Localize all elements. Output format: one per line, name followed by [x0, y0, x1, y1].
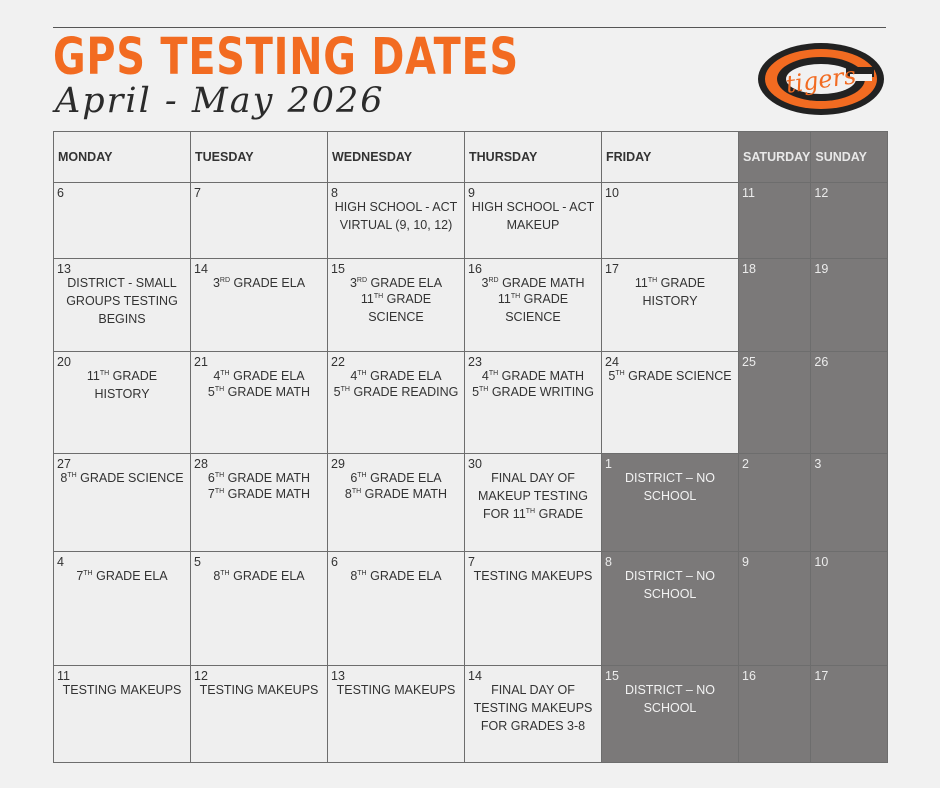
day-cell — [811, 259, 888, 352]
day-number: 28 — [194, 457, 208, 471]
day-cell — [602, 552, 739, 666]
ordinal-suffix: TH — [510, 292, 521, 300]
event-text: 11 — [634, 276, 648, 290]
test-event — [465, 681, 601, 735]
event-text: 4 — [350, 369, 358, 383]
day-number: 15 — [605, 669, 619, 683]
day-number: 7 — [468, 555, 475, 569]
day-number: 1 — [605, 457, 612, 471]
test-event — [328, 383, 464, 401]
event-text: GRADE MATH — [224, 471, 311, 485]
ordinal-suffix: RD — [356, 276, 368, 284]
test-event — [465, 198, 601, 234]
event-text: 5 — [333, 385, 341, 399]
day-number: 10 — [605, 186, 619, 200]
day-cell — [191, 666, 328, 763]
day-cell — [465, 183, 602, 259]
event-text: 7 — [207, 487, 215, 501]
day-number: 2 — [742, 457, 749, 471]
day-number: 13 — [57, 262, 71, 276]
day-cell — [328, 552, 465, 666]
day-cell — [811, 666, 888, 763]
ordinal-suffix: TH — [220, 569, 230, 577]
weekday-header-wednesday: WEDNESDAY — [328, 132, 465, 183]
test-event — [54, 681, 190, 699]
day-cell — [328, 454, 465, 552]
event-text: TESTING MAKEUPS — [62, 683, 182, 697]
test-event — [328, 485, 464, 503]
test-event — [191, 485, 327, 503]
day-cell — [191, 454, 328, 552]
day-number: 24 — [605, 355, 619, 369]
event-text: GRADE SCIENCE — [368, 292, 432, 324]
day-number: 14 — [468, 669, 482, 683]
ordinal-suffix: TH — [214, 487, 225, 495]
day-number: 4 — [57, 555, 64, 569]
day-number: 7 — [194, 186, 201, 200]
ordinal-suffix: TH — [83, 569, 93, 577]
day-number: 15 — [331, 262, 345, 276]
day-cell — [191, 259, 328, 352]
test-event — [191, 567, 327, 585]
day-cell — [811, 552, 888, 666]
event-text: 3 — [349, 276, 357, 290]
day-number: 19 — [814, 262, 829, 276]
day-number: 6 — [57, 186, 64, 200]
day-cell — [54, 552, 191, 666]
ordinal-suffix: TH — [351, 487, 362, 495]
ordinal-suffix: TH — [357, 569, 367, 577]
day-cell — [739, 259, 811, 352]
weekday-header-row — [54, 132, 888, 183]
test-event — [602, 274, 738, 310]
ordinal-suffix: TH — [220, 369, 230, 377]
event-text: GRADE ELA — [92, 569, 168, 583]
event-text: 5 — [207, 385, 215, 399]
day-number: 30 — [468, 457, 482, 471]
event-text: GRADE SCIENCE — [76, 471, 184, 485]
day-cell — [465, 666, 602, 763]
test-event — [602, 469, 738, 505]
test-event — [328, 198, 464, 234]
event-text: 6 — [207, 471, 215, 485]
event-text: 11 — [86, 369, 100, 383]
day-cell — [739, 183, 811, 259]
test-event — [465, 469, 601, 523]
ordinal-suffix: TH — [357, 369, 367, 377]
test-event — [328, 567, 464, 585]
event-text: DISTRICT – NO SCHOOL — [624, 569, 716, 601]
day-cell — [191, 183, 328, 259]
day-cell — [191, 552, 328, 666]
ordinal-suffix: TH — [647, 276, 658, 284]
day-number: 3 — [814, 457, 822, 471]
day-number: 9 — [468, 186, 475, 200]
test-event — [328, 681, 464, 699]
test-event — [328, 290, 464, 326]
event-text: TESTING MAKEUPS — [473, 569, 593, 583]
day-cell — [465, 454, 602, 552]
event-text: GRADE ELA — [229, 369, 305, 383]
event-text: DISTRICT - SMALL GROUPS TESTING BEGINS — [66, 276, 178, 326]
day-number: 20 — [57, 355, 71, 369]
event-text: 4 — [213, 369, 221, 383]
ordinal-suffix: TH — [357, 471, 367, 479]
day-number: 13 — [331, 669, 345, 683]
day-number: 25 — [742, 355, 756, 369]
test-event — [191, 274, 327, 292]
test-event — [191, 383, 327, 401]
ordinal-suffix: TH — [214, 471, 225, 479]
weekday-header-thursday: THURSDAY — [465, 132, 602, 183]
day-number: 16 — [742, 669, 756, 683]
event-text: DISTRICT – NO SCHOOL — [624, 683, 716, 715]
event-text: GRADE ELA — [366, 569, 442, 583]
event-text: 11 — [360, 292, 374, 306]
event-text: GRADE WRITING — [488, 385, 594, 399]
ordinal-suffix: TH — [373, 292, 384, 300]
day-cell — [811, 183, 888, 259]
day-number: 27 — [57, 457, 71, 471]
day-cell — [465, 259, 602, 352]
event-text: GRADE MATH — [361, 487, 448, 501]
event-text: GRADE ELA — [366, 471, 442, 485]
day-cell — [54, 183, 191, 259]
day-number: 5 — [194, 555, 201, 569]
day-cell — [739, 552, 811, 666]
day-cell — [465, 352, 602, 454]
test-event — [191, 681, 327, 699]
ordinal-suffix: TH — [340, 385, 350, 393]
day-number: 22 — [331, 355, 345, 369]
event-text: 8 — [350, 569, 358, 583]
event-text: GRADE MATH — [498, 369, 585, 383]
event-text: GRADE MATH — [224, 487, 311, 501]
test-event — [54, 367, 190, 403]
logo-text: tigers — [783, 61, 858, 99]
weekday-header-monday: MONDAY — [54, 132, 191, 183]
day-cell — [465, 552, 602, 666]
day-cell — [739, 666, 811, 763]
day-number: 17 — [605, 262, 619, 276]
event-text: 3 — [212, 276, 220, 290]
event-text: 5 — [608, 369, 616, 383]
ordinal-suffix: TH — [525, 507, 536, 515]
day-number: 9 — [742, 555, 749, 569]
testing-calendar — [53, 131, 888, 763]
ordinal-suffix: TH — [67, 471, 77, 479]
weekday-header-saturday: SATURDAY — [739, 132, 811, 183]
day-number: 6 — [331, 555, 338, 569]
page-subtitle: April - May 2026 — [55, 81, 385, 121]
day-cell — [54, 454, 191, 552]
day-number: 8 — [331, 186, 338, 200]
day-cell — [328, 183, 465, 259]
day-cell — [54, 352, 191, 454]
event-text: GRADE ELA — [229, 569, 305, 583]
ordinal-suffix: RD — [219, 276, 231, 284]
tigers-logo — [756, 41, 886, 117]
day-number: 21 — [194, 355, 208, 369]
event-text: 8 — [213, 569, 221, 583]
event-text: HIGH SCHOOL - ACT MAKEUP — [471, 200, 595, 232]
event-text: 7 — [76, 569, 84, 583]
ordinal-suffix: TH — [214, 385, 225, 393]
day-cell — [739, 352, 811, 454]
test-event — [602, 681, 738, 717]
weekday-header-friday: FRIDAY — [602, 132, 739, 183]
week-row — [54, 454, 888, 552]
day-cell — [602, 454, 739, 552]
event-text: FINAL DAY OF MAKEUP TESTING FOR 11 — [478, 471, 588, 521]
test-event — [54, 469, 190, 487]
event-text: GRADE — [535, 507, 584, 521]
day-number: 23 — [468, 355, 482, 369]
day-number: 8 — [605, 555, 612, 569]
event-text: 4 — [481, 369, 489, 383]
event-text: GRADE READING — [349, 385, 459, 399]
test-event — [54, 567, 190, 585]
day-cell — [739, 454, 811, 552]
day-cell — [328, 259, 465, 352]
event-text: GRADE ELA — [230, 276, 306, 290]
event-text: 8 — [60, 471, 68, 485]
test-event — [54, 274, 190, 328]
event-text: TESTING MAKEUPS — [199, 683, 319, 697]
day-number: 17 — [814, 669, 829, 683]
day-number: 11 — [742, 186, 755, 200]
test-event — [465, 290, 601, 326]
day-number: 18 — [742, 262, 756, 276]
day-cell — [811, 352, 888, 454]
event-text: GRADE MATH — [498, 276, 585, 290]
event-text: 11 — [497, 292, 511, 306]
day-number: 14 — [194, 262, 208, 276]
ordinal-suffix: TH — [615, 369, 625, 377]
day-cell — [602, 183, 739, 259]
day-cell — [328, 666, 465, 763]
ordinal-suffix: RD — [488, 276, 499, 284]
event-text: 6 — [350, 471, 358, 485]
event-text: FINAL DAY OF TESTING MAKEUPS FOR GRADES 3-8 — [473, 683, 593, 733]
day-number: 11 — [57, 669, 70, 683]
ordinal-suffix: TH — [479, 385, 489, 393]
test-event — [602, 567, 738, 603]
ordinal-suffix: TH — [99, 369, 110, 377]
day-cell — [602, 352, 739, 454]
event-text: HIGH SCHOOL - ACT VIRTUAL (9, 10, 12) — [334, 200, 458, 232]
day-cell — [191, 352, 328, 454]
test-event — [602, 367, 738, 385]
weekday-header-tuesday: TUESDAY — [191, 132, 328, 183]
event-text: GRADE HISTORY — [642, 276, 706, 308]
event-text: GRADE HISTORY — [94, 369, 158, 401]
event-text: GRADE MATH — [224, 385, 311, 399]
day-cell — [811, 454, 888, 552]
day-cell — [602, 259, 739, 352]
page-title: GPS TESTING DATES — [53, 28, 519, 87]
test-event — [465, 383, 601, 401]
day-number: 29 — [331, 457, 345, 471]
day-number: 26 — [814, 355, 829, 369]
week-row — [54, 552, 888, 666]
event-text: GRADE ELA — [366, 369, 442, 383]
day-number: 12 — [814, 186, 829, 200]
week-row — [54, 352, 888, 454]
week-row — [54, 666, 888, 763]
day-cell — [54, 666, 191, 763]
event-text: 5 — [472, 385, 480, 399]
week-row — [54, 183, 888, 259]
event-text: TESTING MAKEUPS — [336, 683, 456, 697]
event-text: 3 — [481, 276, 489, 290]
event-text: 8 — [344, 487, 352, 501]
day-number: 16 — [468, 262, 482, 276]
event-text: GRADE ELA — [367, 276, 443, 290]
event-text: GRADE SCIENCE — [624, 369, 732, 383]
day-cell — [54, 259, 191, 352]
event-text: GRADE SCIENCE — [505, 292, 569, 324]
day-number: 12 — [194, 669, 208, 683]
day-number: 10 — [814, 555, 829, 569]
test-event — [465, 567, 601, 585]
ordinal-suffix: TH — [488, 369, 499, 377]
day-cell — [602, 666, 739, 763]
weekday-header-sunday: SUNDAY — [811, 132, 888, 183]
event-text: DISTRICT – NO SCHOOL — [624, 471, 716, 503]
day-cell — [328, 352, 465, 454]
week-row — [54, 259, 888, 352]
